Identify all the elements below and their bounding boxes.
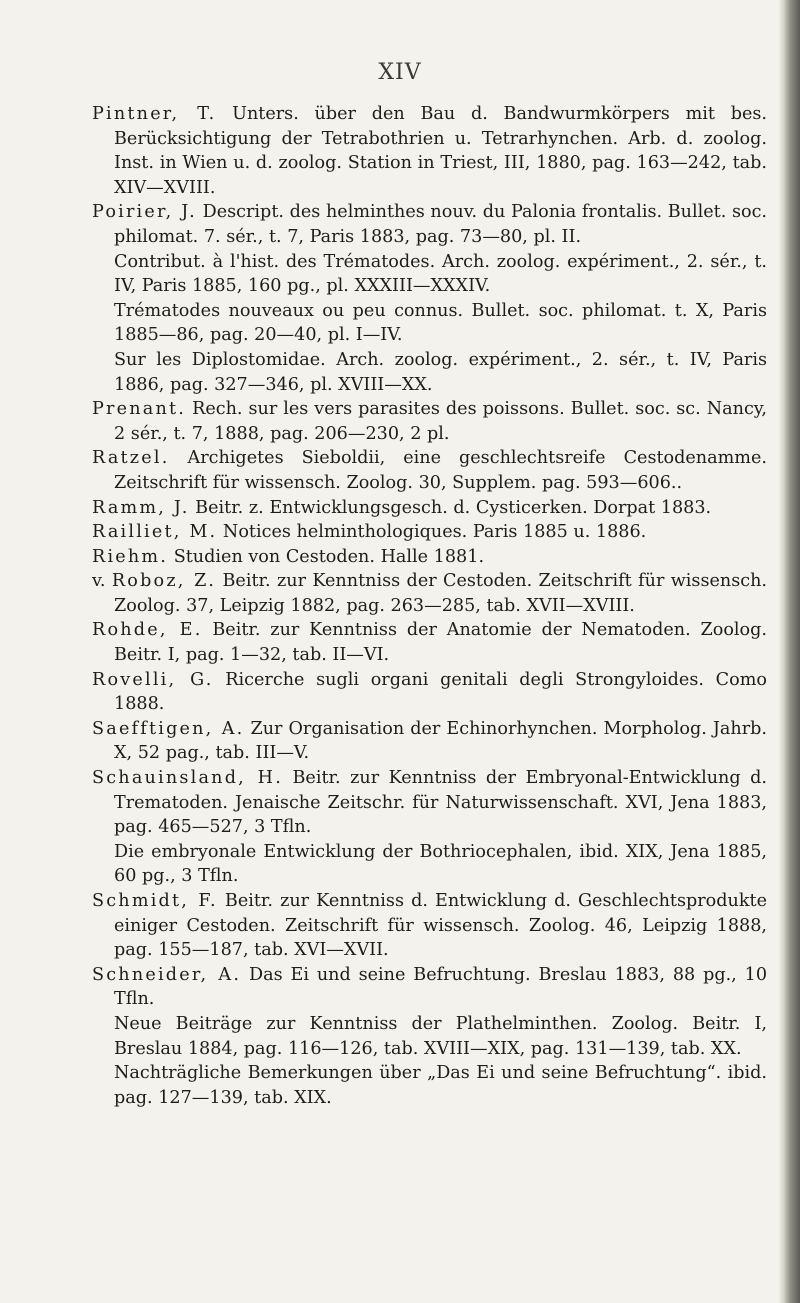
author-name: Roboz, Z. — [111, 571, 217, 592]
author-name: Ratzel. — [92, 448, 170, 469]
reference-text: Zur Organisation der Echinorhynchen. Morpholog. Jahrb. X, 52 pag., tab. III—V. — [114, 718, 767, 764]
page-number: XIV — [378, 60, 422, 85]
bibliography-entry — [92, 717, 767, 766]
bibliography-continuation: Contribut. à l'hist. des Trématodes. Arch. zoolog. expériment., 2. sér., t. IV, Paris 1885, 160 pg., pl. XXXIII—XXXIV. — [114, 251, 767, 297]
author-name: Railliet, M. — [92, 522, 218, 543]
author-name: Prenant. — [92, 399, 187, 420]
author-prefix: v. — [92, 571, 106, 592]
bibliography-entry — [92, 496, 767, 521]
bibliography-entry — [92, 766, 767, 840]
author-name: Schneider, A. — [92, 964, 242, 985]
reference-text: Beitr. zur Kenntniss der Cestoden. Zeitschrift für wissensch. Zoolog. 37, Leipzig 1882, pag. 263—285, tab. XVII—XVIII. — [114, 571, 768, 616]
reference-text: Archigetes Sieboldii, eine geschlechtsreife Cestodenamme. Zeitschrift für wissensch. Zoolog. 30, Supplem. pag. 593—606.. — [114, 448, 767, 493]
reference-text: Notices helminthologiques. Paris 1885 u. 1886. — [222, 522, 647, 543]
reference-text: Ricerche sugli organi genitali degli Strongyloides. Como 1888. — [114, 669, 767, 715]
bibliography-entry — [92, 520, 767, 545]
reference-text: Das Ei und seine Befruchtung. Breslau 1883, 88 pg., 10 Tfln. — [114, 964, 768, 1010]
bibliography-entry — [92, 545, 767, 570]
reference-text: Beitr. zur Kenntniss d. Entwicklung d. Geschlechtsprodukte einiger Cestoden. Zeitschrift für wissensch. Zoolog. 46, Leipzig 1888, pag. 155—187, tab. XVI—XVII. — [114, 891, 768, 961]
author-name: Schauinsland, H. — [92, 768, 283, 789]
bibliography-entry — [92, 963, 767, 1012]
bibliography-entry — [92, 569, 767, 618]
bibliography-continuation: Nachträgliche Bemerkungen über „Das Ei und seine Befruchtung“. ibid. pag. 127—139, tab. XIX. — [114, 1063, 767, 1108]
bibliography-entry — [92, 200, 767, 249]
bibliography-entry — [92, 102, 767, 200]
bibliography-continuation: Neue Beiträge zur Kenntniss der Plathelminthen. Zoolog. Beitr. I, Breslau 1884, pag. 116—126, tab. XVIII—XIX, pag. 131—139, tab. XX. — [114, 1013, 767, 1059]
page-edge-shadow — [778, 0, 800, 1303]
author-name: Poirier, J. — [92, 202, 197, 223]
author-name: Riehm. — [92, 546, 169, 567]
bibliography-entry — [92, 397, 767, 446]
reference-text: Beitr. zur Kenntniss der Anatomie der Nematoden. Zoolog. Beitr. I, pag. 1—32, tab. II—VI. — [114, 620, 767, 666]
reference-text: Rech. sur les vers parasites des poissons. Bullet. soc. sc. Nancy, 2 sér., t. 7, 1888, pag. 206—230, 2 pl. — [114, 399, 768, 444]
bibliography-entry — [92, 668, 767, 717]
author-name: Rohde, E. — [92, 620, 203, 641]
reference-text: Unters. über den Bau d. Bandwurmkörpers mit bes. Berücksichtigung der Tetrabothrien u. Tetrarhynchen. Arb. d. zoolog. Inst. in Wien u. d. zoolog. Station in Triest, III, 1880, pag. 163—242, tab. XIV—XVIII. — [114, 104, 768, 198]
bibliography-entry — [92, 889, 767, 963]
author-name: Saefftigen, A. — [92, 718, 245, 739]
bibliography-continuation: Sur les Diplostomidae. Arch. zoolog. expériment., 2. sér., t. IV, Paris 1886, pag. 327—346, pl. XVIII—XX. — [114, 349, 767, 395]
author-name: Rovelli, G. — [92, 669, 214, 690]
reference-text: Beitr. zur Kenntniss der Embryonal-Entwicklung d. Trematoden. Jenaische Zeitschr. für Naturwissenschaft. XVI, Jena 1883, pag. 465—527, 3 Tfln. — [114, 768, 767, 838]
author-name: Schmidt, F. — [92, 891, 218, 911]
bibliography-continuation: Trématodes nouveaux ou peu connus. Bullet. soc. philomat. t. X, Paris 1885—86, pag. 20—40, pl. I—IV. — [114, 300, 767, 346]
reference-text: Beitr. z. Entwicklungsgesch. d. Cysticerken. Dorpat 1883. — [195, 497, 712, 518]
bibliography-list — [92, 102, 767, 1110]
reference-text: Studien von Cestoden. Halle 1881. — [173, 546, 485, 567]
author-name: Ramm, J. — [92, 497, 190, 518]
reference-text: Descript. des helminthes nouv. du Palonia frontalis. Bullet. soc. philomat. 7. sér., t. 7, Paris 1883, pag. 73—80, pl. II. — [114, 202, 768, 247]
bibliography-entry — [92, 618, 767, 667]
bibliography-entry — [92, 446, 767, 495]
author-name: Pintner, T. — [92, 104, 217, 124]
bibliography-continuation: Die embryonale Entwicklung der Bothriocephalen, ibid. XIX, Jena 1885, 60 pg., 3 Tfln. — [114, 841, 767, 887]
